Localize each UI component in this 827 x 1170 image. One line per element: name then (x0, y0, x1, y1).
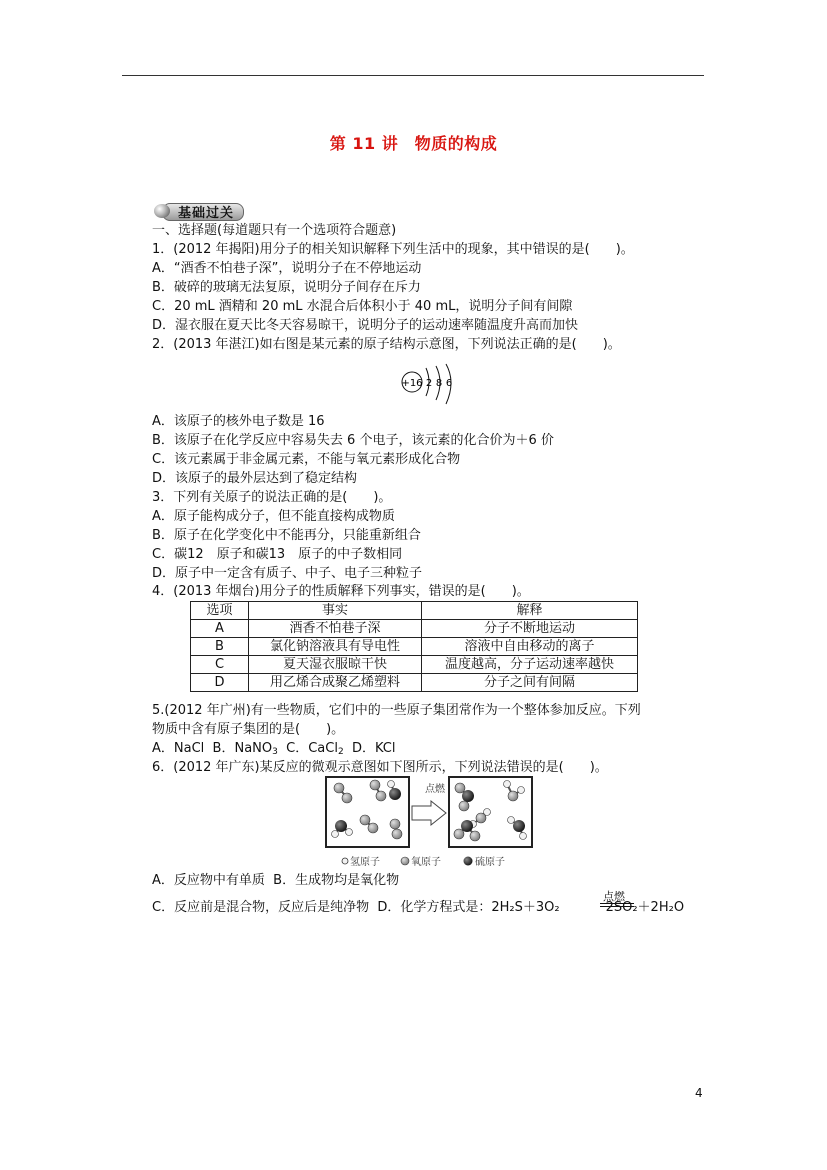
q3-option-c: C．碳12 原子和碳13 原子的中子数相同 (152, 547, 403, 562)
q5-stem-line-1: 5.(2012 年广州)有一些物质，它们中的一些原子集团常作为一个整体参加反应。下列 (152, 703, 641, 718)
shell-3-electrons: 6 (445, 378, 453, 389)
q2-option-d: D．该原子的最外层达到了稳定结构 (152, 471, 358, 486)
header-rule (122, 75, 704, 76)
legend-hydrogen: 氢原子 (350, 857, 380, 868)
equation-condition: 点燃 (603, 890, 625, 903)
oxygen-atom-icon (401, 857, 409, 865)
table-cell: D (191, 674, 249, 692)
q6-option-b: B．生成物均是氧化物 (273, 873, 400, 888)
table-row (191, 620, 638, 638)
reaction-arrow-icon (412, 801, 446, 825)
q2-stem: 2．(2013 年湛江)如右图是某元素的原子结构示意图，下列说法正确的是( )。 (152, 337, 621, 352)
table-cell: 酒香不怕巷子深 (249, 620, 422, 638)
table-cell: C (191, 656, 249, 674)
q2-option-a: A．该原子的核外电子数是 16 (152, 414, 325, 429)
equation-right: 2SO₂＋2H₂O (605, 900, 685, 915)
hydrogen-atom-icon (342, 858, 348, 864)
q4-table (190, 601, 638, 692)
table-row (191, 674, 638, 692)
q3-stem: 3．下列有关原子的说法正确的是( )。 (152, 490, 392, 505)
q3-option-d: D．原子中一定含有质子、中子、电子三种粒子 (152, 566, 423, 581)
table-row (191, 638, 638, 656)
q2-option-b: B．该原子在化学反应中容易失去 6 个电子，该元素的化合价为＋6 价 (152, 433, 554, 448)
q1-option-b: B．破碎的玻璃无法复原，说明分子间存在斥力 (152, 280, 421, 295)
table-header: 事实 (249, 602, 422, 620)
table-cell: 用乙烯合成聚乙烯塑料 (249, 674, 422, 692)
atom-structure-diagram (398, 362, 458, 408)
equation-left: 2H₂S＋3O₂ (491, 900, 560, 915)
q5-stem-line-2: 物质中含有原子集团的是( )。 (152, 722, 345, 737)
reaction-condition: 点燃 (425, 784, 445, 795)
q6-stem: 6．(2012 年广东)某反应的微观示意图如下图所示，下列说法错误的是( )。 (152, 760, 608, 775)
q5-option-a: A．NaCl (152, 741, 205, 756)
q5-option-c: C．CaCl$_2$ (286, 741, 344, 757)
table-cell: B (191, 638, 249, 656)
page-number: 4 (695, 1086, 703, 1100)
q6-option-c: C．反应前是混合物，反应后是纯净物 (152, 900, 370, 915)
reaction-diagram (325, 776, 537, 870)
table-cell: 分子之间有间隔 (422, 674, 638, 692)
table-cell: 分子不断地运动 (422, 620, 638, 638)
atom-legend (342, 855, 505, 868)
section-badge-label: 基础过关 (178, 206, 235, 221)
q2-option-c: C．该元素属于非金属元素，不能与氧元素形成化合物 (152, 452, 461, 467)
q1-option-d: D．湿衣服在夏天比冬天容易晾干，说明分子的运动速率随温度升高而加快 (152, 318, 579, 333)
legend-sulfur: 硫原子 (475, 857, 505, 868)
q3-option-a: A．原子能构成分子，但不能直接构成物质 (152, 509, 395, 524)
q5-options (152, 740, 395, 761)
shell-2-electrons: 8 (435, 378, 443, 389)
q3-option-b: B．原子在化学变化中不能再分，只能重新组合 (152, 528, 421, 543)
table-cell: 夏天湿衣服晾干快 (249, 656, 422, 674)
q6-option-d: D．化学方程式是： (377, 900, 492, 915)
sulfur-atom-icon (464, 857, 473, 866)
shell-1-electrons: 2 (425, 378, 433, 389)
table-header: 选项 (191, 602, 249, 620)
q5-option-b: B．NaNO$_3$ (212, 741, 278, 757)
section-badge (152, 202, 244, 220)
table-cell: 氯化钠溶液具有导电性 (249, 638, 422, 656)
table-row (191, 656, 638, 674)
q1-stem: 1．(2012 年揭阳)用分子的相关知识解释下列生活中的现象，其中错误的是( )。 (152, 242, 634, 257)
q1-option-c: C．20 mL 酒精和 20 mL 水混合后体积小于 40 mL，说明分子间有间隙 (152, 299, 573, 314)
table-cell: 溶液中自由移动的离子 (422, 638, 638, 656)
q4-stem: 4．(2013 年烟台)用分子的性质解释下列事实，错误的是( )。 (152, 584, 530, 599)
page-title: 第 11 讲 物质的构成 (329, 134, 498, 153)
q1-option-a: A．“酒香不怕巷子深”，说明分子在不停地运动 (152, 261, 422, 276)
nucleus-charge: +16 (401, 378, 423, 389)
q6-options-ab (152, 872, 399, 890)
table-cell: 温度越高，分子运动速率越快 (422, 656, 638, 674)
q5-option-d: D．KCl (351, 741, 396, 756)
intro-text: 一、选择题(每道题只有一个选项符合题意) (152, 223, 397, 238)
q6-option-a: A．反应物中有单质 (152, 873, 265, 888)
table-header: 解释 (422, 602, 638, 620)
legend-oxygen: 氧原子 (411, 857, 441, 868)
table-cell: A (191, 620, 249, 638)
table-header-row (191, 602, 638, 620)
badge-ball-icon (154, 204, 170, 218)
